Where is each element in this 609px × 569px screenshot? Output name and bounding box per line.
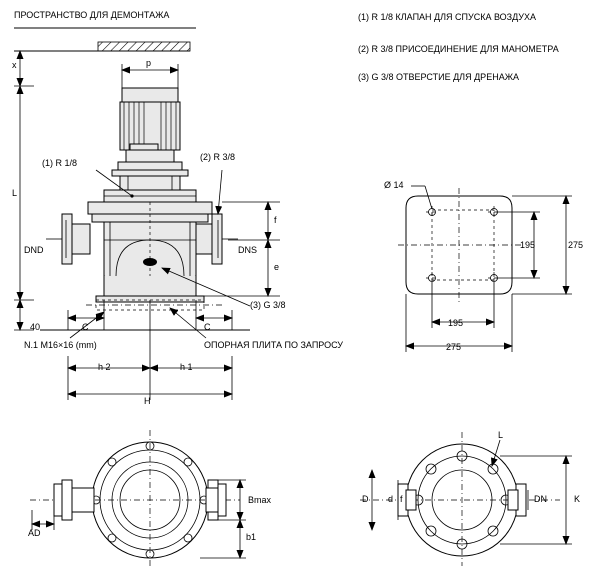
pump-top-view-group (30, 430, 246, 566)
label-h1: h 1 (180, 362, 193, 372)
label-h2: h 2 (98, 362, 111, 372)
label-p: p (146, 58, 152, 68)
label-f-flange: f (400, 494, 403, 504)
label-K: K (574, 494, 581, 504)
note-2: (2) R 3/8 ПРИСОЕДИНЕНИЕ ДЛЯ МАНОМЕТРА (358, 44, 559, 54)
label-195-right: 195 (520, 240, 536, 250)
label-275-bottom: 275 (446, 342, 462, 352)
label-bmax: Bmax (248, 495, 272, 505)
label-275-right: 275 (568, 240, 584, 250)
page-title: ПРОСТРАНСТВО ДЛЯ ДЕМОНТАЖА (14, 10, 170, 20)
label-f: f (274, 215, 277, 225)
discharge-flange-right (212, 214, 222, 264)
label-dnd: DND (24, 245, 44, 255)
label-dn: DN (534, 494, 547, 504)
note-3: (3) G 3/8 ОТВЕРСТИЕ ДЛЯ ДРЕНАЖА (358, 72, 520, 82)
label-dns: DNS (238, 245, 258, 255)
label-H: H (144, 396, 151, 406)
baseplate-top-view-group (398, 186, 572, 352)
motor-top-cap (122, 88, 178, 102)
label-hole-dia: Ø 14 (384, 180, 404, 190)
label-e: e (274, 262, 280, 272)
label-b1: b1 (246, 532, 257, 542)
label-L-flange: L (498, 430, 504, 440)
suction-flange-topview (62, 480, 72, 520)
label-drain: (3) G 3/8 (250, 300, 286, 310)
label-D: D (362, 494, 369, 504)
label-port-2: (2) R 3/8 (200, 152, 236, 162)
note-1: (1) R 1/8 КЛАПАН ДЛЯ СПУСКА ВОЗДУХА (358, 12, 537, 22)
label-x: x (12, 60, 17, 70)
label-port-1: (1) R 1/8 (42, 158, 78, 168)
dismantling-space-hatch (98, 42, 190, 51)
label-ad: AD (28, 528, 41, 538)
label-L: L (12, 188, 18, 198)
label-bolts: N.1 M16×16 (mm) (24, 340, 97, 350)
label-c-right: C (204, 322, 211, 332)
drain-plug (143, 258, 157, 266)
label-40: 40 (30, 322, 41, 332)
label-baseplate: ОПОРНАЯ ПЛИТА ПО ЗАПРОСУ (204, 340, 344, 350)
label-c-left: C (82, 322, 89, 332)
suction-flange-left (62, 214, 72, 264)
label-d: d (388, 494, 394, 504)
label-195-bottom: 195 (448, 318, 464, 328)
